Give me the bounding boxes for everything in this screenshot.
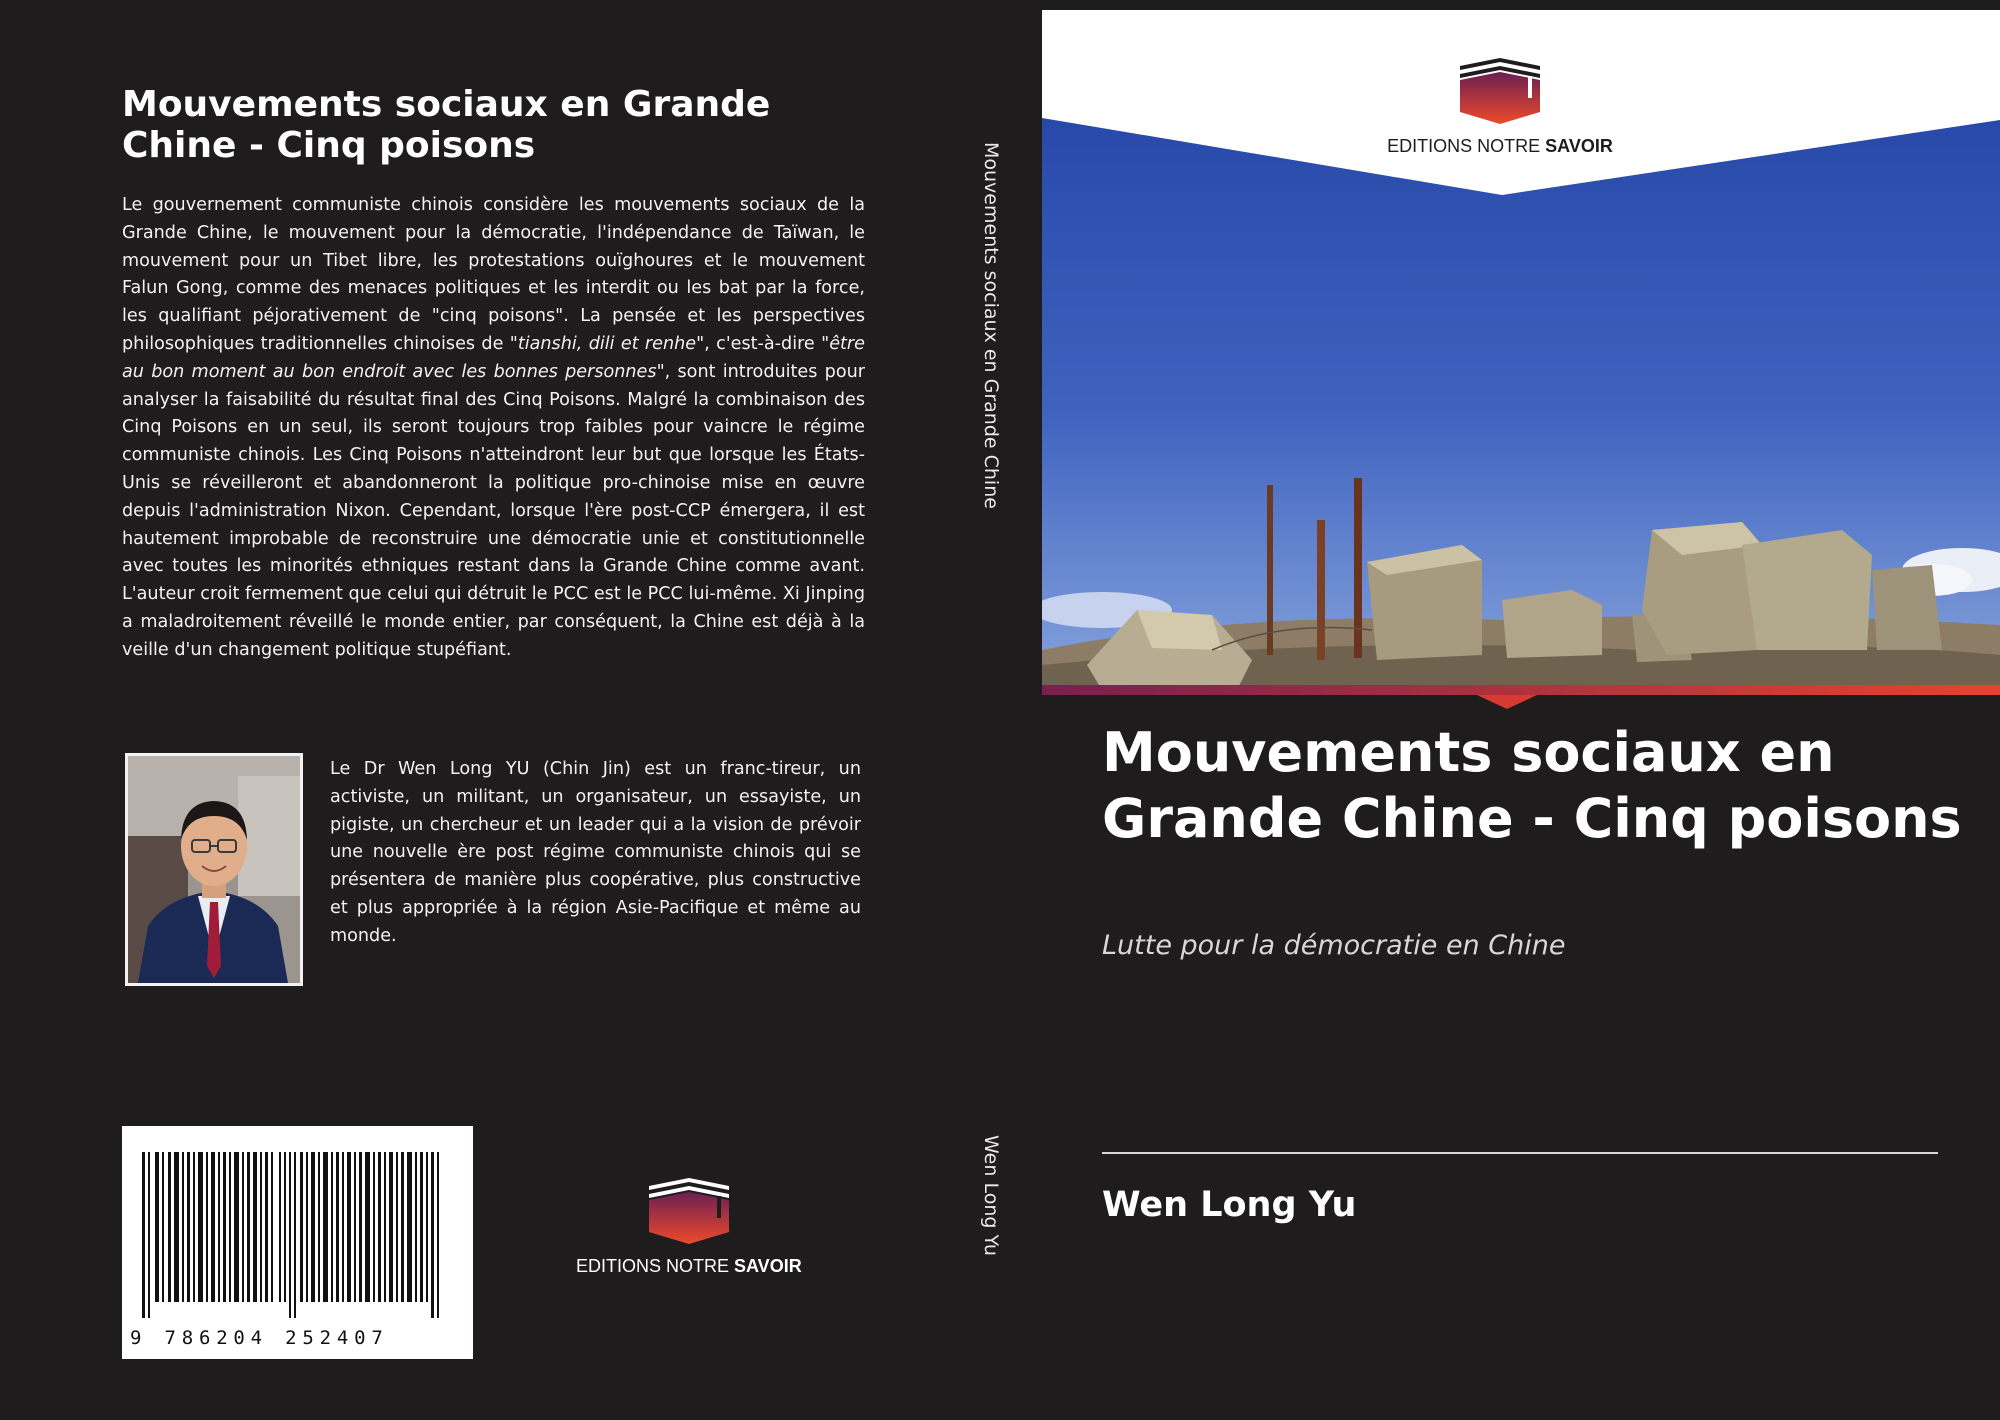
publisher-name-light: EDITIONS NOTRE bbox=[1387, 136, 1546, 156]
publisher-name-light: EDITIONS NOTRE bbox=[576, 1256, 735, 1276]
blurb-italic-part: être au bon moment au bon endroit avec les bonnes personnes bbox=[122, 333, 865, 382]
publisher-name-bold: SAVOIR bbox=[734, 1256, 802, 1276]
blurb-part: ", sont introduites pour analyser la faisabilité du résultat final des Cinq Poisons. Malgré la combinaison des Cinq Poisons en un seul, ils seront toujours trop faibles pour vaincre le régime communiste chinois. Les Cinq Poisons n'atteindront leur but que lorsque les États-Unis se réveilleront et abandonneront la politique pro-chinoise mise en œuvre depuis l'administration Nixon. Cependant, lorsque l'ère post-CCP émergera, il est hautement improbable de reconstruire une démocratie unie et constitutionnelle avec toutes les minorités ethniques restant dans la Grande Chine comme avant. L'auteur croit fermement que celui qui détruit le PCC est le PCC lui-même. Xi Jinping a maladroitement réveillé le monde entier, par conséquent, la Chine est déjà à la veille d'un changement politique stupéfiant. bbox=[122, 361, 865, 660]
author-photo bbox=[125, 753, 303, 986]
book-logo-icon bbox=[643, 1176, 735, 1246]
front-cover-author: Wen Long Yu bbox=[1102, 1185, 1357, 1225]
author-portrait-illustration bbox=[128, 756, 300, 983]
blurb-italic-part: tianshi, dili et renhe bbox=[517, 333, 697, 354]
front-cover-title: Mouvements sociaux en Grande Chine - Cinq poisons bbox=[1102, 721, 1962, 850]
spine-title: Mouvements sociaux en Grande Chine bbox=[980, 142, 1002, 509]
ruins-photo-illustration bbox=[1042, 10, 2000, 695]
isbn-number: 9 786204 252407 bbox=[130, 1327, 389, 1349]
front-divider bbox=[1102, 1152, 1938, 1154]
publisher-name bbox=[576, 1256, 801, 1277]
author-bio: Le Dr Wen Long YU (Chin Jin) est un franc-tireur, un activiste, un militant, un organisateur, un essayiste, un pigiste, un chercheur et un leader qui a la vision de prévoir une nouvelle ère post régime communiste chinois qui se présentera de manière plus coopérative, plus constructive et plus appropriée à la région Asie-Pacifique et même au monde. bbox=[330, 759, 861, 946]
spine-author: Wen Long Yu bbox=[980, 1135, 1002, 1256]
spine bbox=[960, 0, 1042, 1420]
front-cover bbox=[1042, 0, 2000, 1420]
publisher-logo-back bbox=[576, 1172, 801, 1282]
back-cover-blurb bbox=[122, 192, 865, 665]
back-cover bbox=[0, 0, 960, 1420]
accent-notch bbox=[1477, 695, 1537, 715]
isbn-barcode bbox=[122, 1126, 473, 1359]
back-cover-title: Mouvements sociaux en Grande Chine - Cinq poisons bbox=[122, 84, 771, 166]
publisher-name-bold: SAVOIR bbox=[1545, 136, 1613, 156]
barcode-bars bbox=[122, 1126, 473, 1326]
blurb-part: Le gouvernement communiste chinois considère les mouvements sociaux de la Grande Chine, le mouvement pour la démocratie, l'indépendance de Taïwan, le mouvement pour un Tibet libre, les protestations ouïghoures et le mouvement Falun Gong, comme des menaces politiques et les interdit ou les bat par la force, les qualifiant péjorativement de "cinq poisons". La pensée et les perspectives philosophiques traditionnelles chinoises de " bbox=[122, 195, 865, 354]
publisher-name-front bbox=[1372, 136, 1628, 157]
blurb-part: ", c'est-à-dire " bbox=[696, 333, 830, 354]
front-cover-image bbox=[1042, 10, 2000, 695]
front-cover-subtitle: Lutte pour la démocratie en Chine bbox=[1102, 930, 1566, 961]
